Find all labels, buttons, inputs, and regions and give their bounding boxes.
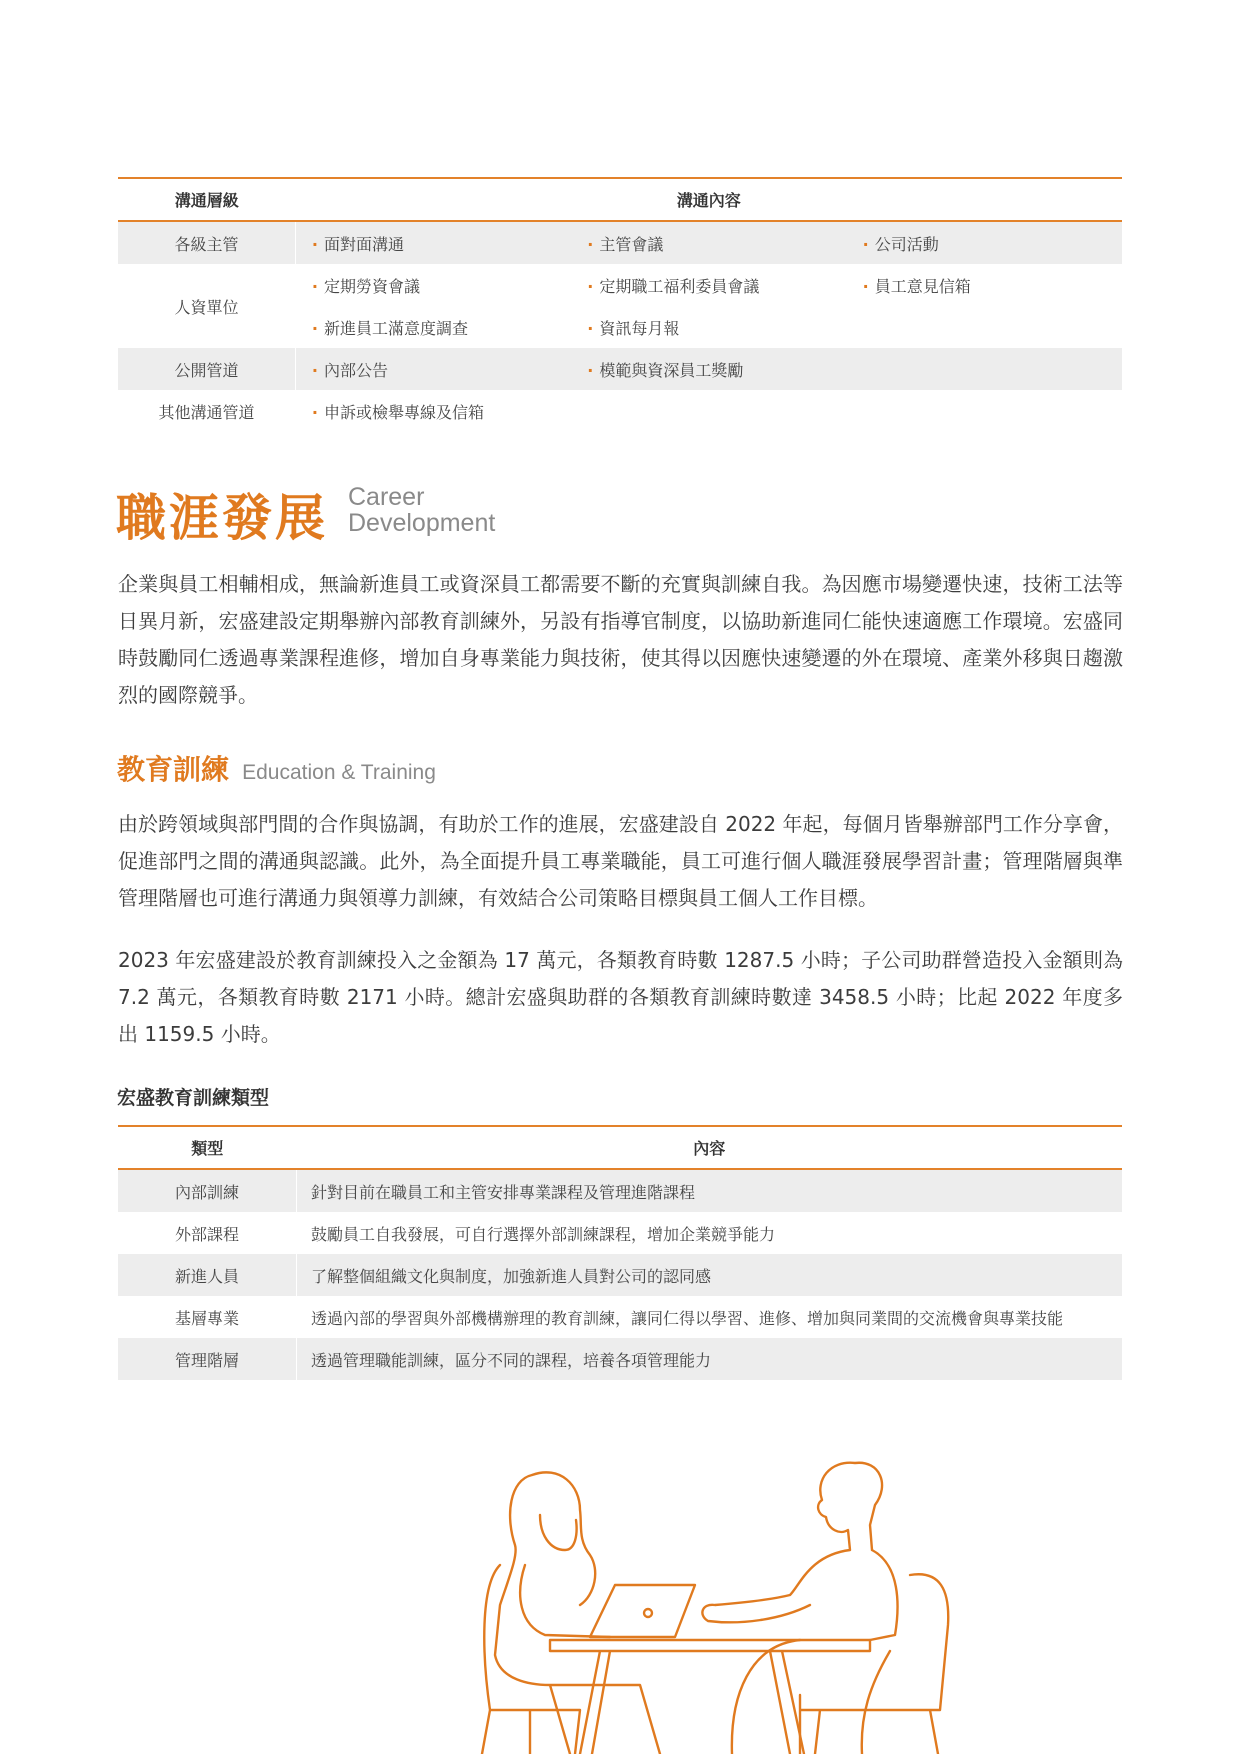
comm-item-text: 內部公告 <box>324 360 389 380</box>
comm-item <box>847 390 1122 432</box>
training-type: 基層專業 <box>174 1308 239 1328</box>
training-row <box>118 1212 1122 1254</box>
bullet-icon: · <box>587 318 594 338</box>
comm-item <box>847 348 1122 390</box>
education-paragraph-2: 2023 年宏盛建設於教育訓練投入之金額為 17 萬元，各類教育時數 1287.5 小時；子公司助群營造投入金額則為 7.2 萬元，各類教育時數 2171 小時。總計宏盛與助群的各類教育訓練時數達 3458.5 小時；比起 2022 年度多出 1159.5 小時。 <box>118 948 1123 1046</box>
comm-item <box>295 264 571 306</box>
comm-item-text: 資訊每月報 <box>599 318 680 338</box>
training-type: 新進人員 <box>118 1254 297 1296</box>
training-type: 內部訓練 <box>118 1169 297 1212</box>
training-type: 外部課程 <box>174 1224 239 1244</box>
comm-item <box>571 348 846 390</box>
comm-header-content: 溝通內容 <box>295 178 1122 221</box>
comm-level: 人資單位 <box>174 297 239 317</box>
table-icon <box>550 1640 870 1754</box>
comm-row <box>118 390 1122 432</box>
training-content: 了解整個組織文化與制度，加強新進人員對公司的認同感 <box>297 1254 1123 1296</box>
right-chair-icon <box>800 1574 948 1754</box>
comm-item-text: 申訴或檢舉專線及信箱 <box>324 402 485 422</box>
career-title-en-line1: Career <box>348 483 425 511</box>
comm-row <box>118 264 1122 306</box>
education-title-en: Education & Training <box>242 761 436 784</box>
comm-item <box>847 221 1122 264</box>
bullet-icon: · <box>862 276 869 296</box>
comm-item-text: 新進員工滿意度調查 <box>324 318 469 338</box>
training-content: 透過管理職能訓練，區分不同的課程，培養各項管理能力 <box>297 1338 1123 1380</box>
training-content: 針對目前在職員工和主管安排專業課程及管理進階課程 <box>297 1169 1123 1212</box>
communication-table <box>118 177 1122 432</box>
education-heading <box>117 748 436 788</box>
training-table <box>118 1125 1122 1380</box>
training-row <box>118 1296 1122 1338</box>
training-header-type: 類型 <box>118 1126 297 1169</box>
training-content: 鼓勵員工自我發展，可自行選擇外部訓練課程，增加企業競爭能力 <box>297 1212 1123 1254</box>
education-paragraph-1: 由於跨領域與部門間的合作與協調，有助於工作的進展，宏盛建設自 2022 年起，每個月皆舉辦部門工作分享會，促進部門之間的溝通與認識。此外，為全面提升員工專業職能，員工可進行個人職涯發展學習計畫；管理階層與準管理階層也可進行溝通力與領導力訓練，有效結合公司策略目標與員工個人工作目標。 <box>118 812 1123 910</box>
career-title-en-line2: Development <box>348 509 496 537</box>
career-title-zh: 職涯發展 <box>116 489 328 547</box>
training-table-title: 宏盛教育訓練類型 <box>117 1087 270 1109</box>
bullet-icon: · <box>587 276 594 296</box>
career-paragraph: 企業與員工相輔相成，無論新進員工或資深員工都需要不斷的充實與訓練自我。為因應市場變遷快速，技術工法等日異月新，宏盛建設定期舉辦內部教育訓練外，另設有指導官制度，以協助新進同仁能快速適應工作環境。宏盛同時鼓勵同仁透過專業課程進修，增加自身專業能力與技術，使其得以因應快速變遷的外在環境、產業外移與日趨激烈的國際競爭。 <box>118 572 1123 707</box>
comm-item <box>295 221 571 264</box>
bullet-icon: · <box>311 402 318 422</box>
bullet-icon: · <box>862 234 869 254</box>
comm-table-body <box>118 221 1122 432</box>
comm-item <box>295 306 571 348</box>
comm-item <box>571 264 846 306</box>
comm-item <box>571 306 846 348</box>
training-table-body <box>118 1169 1122 1380</box>
comm-item <box>295 390 571 432</box>
training-content: 透過內部的學習與外部機構辦理的教育訓練，讓同仁得以學習、進修、增加與同業間的交流機會與專業技能 <box>297 1296 1123 1338</box>
comm-header-level: 溝通層級 <box>118 178 295 221</box>
training-type: 管理階層 <box>118 1338 297 1380</box>
training-row <box>118 1169 1122 1212</box>
comm-row <box>118 348 1122 390</box>
meeting-illustration <box>470 1455 1030 1754</box>
comm-item-text: 主管會議 <box>599 234 664 254</box>
comm-level: 各級主管 <box>118 221 295 264</box>
comm-item-text: 面對面溝通 <box>324 234 405 254</box>
comm-item <box>847 264 1122 306</box>
comm-item-text: 定期勞資會議 <box>324 276 421 296</box>
training-header-content: 內容 <box>297 1126 1123 1169</box>
laptop-icon <box>590 1585 695 1637</box>
comm-item-text: 定期職工福利委員會議 <box>599 276 760 296</box>
comm-level: 其他溝通管道 <box>158 402 255 422</box>
comm-item <box>571 221 846 264</box>
bullet-icon: · <box>587 360 594 380</box>
comm-item <box>847 306 1122 348</box>
comm-item <box>571 390 846 432</box>
laptop-logo <box>644 1609 652 1617</box>
bullet-icon: · <box>311 318 318 338</box>
bullet-icon: · <box>311 360 318 380</box>
comm-item-text: 員工意見信箱 <box>874 276 971 296</box>
comm-level: 公開管道 <box>118 348 295 390</box>
woman-figure <box>495 1472 660 1754</box>
bullet-icon: · <box>587 234 594 254</box>
bullet-icon: · <box>311 276 318 296</box>
training-row <box>118 1338 1122 1380</box>
bullet-icon: · <box>311 234 318 254</box>
education-title-zh: 教育訓練 <box>117 753 230 786</box>
training-row <box>118 1254 1122 1296</box>
comm-item <box>295 348 571 390</box>
comm-item-text: 公司活動 <box>874 234 939 254</box>
comm-item-text: 模範與資深員工獎勵 <box>599 360 744 380</box>
comm-row <box>118 221 1122 264</box>
career-title-en <box>348 484 495 536</box>
